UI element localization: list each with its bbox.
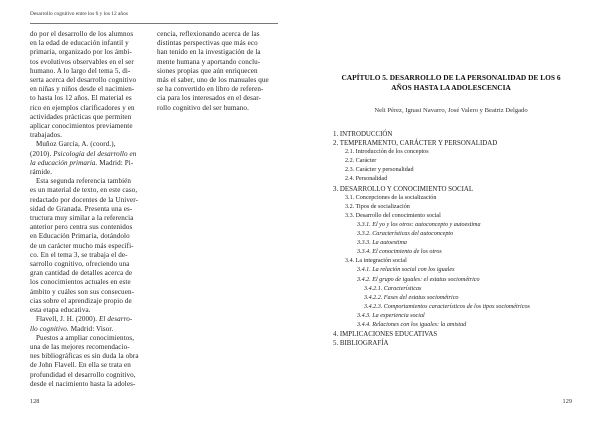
col1-line: Muñoz García, A. (coord.), [36, 140, 116, 149]
toc-entry: 2. TEMPERAMENTO, CARÁCTER Y PERSONALIDAD [333, 140, 498, 148]
col1-line: serta acerca del desarrollo cognitivo [30, 76, 137, 85]
toc-entry: 3.4.4. Relaciones con los iguales: la amistad [357, 321, 467, 328]
col1-line: desde el nacimiento hasta la adoles- [30, 379, 136, 388]
col1-line: Puestos a ampliar conocimientos, [36, 333, 135, 342]
toc-entry: 2.2. Carácter [345, 158, 377, 165]
toc-entry: 3.3.2. Características del autoconcepto [357, 231, 454, 238]
col1-line: rámide. [30, 168, 53, 177]
text-column-1 [30, 30, 154, 389]
col1-line: to hasta los 12 años. El material es [30, 94, 132, 103]
col1-line: nes bibliográficas es sin duda la obra [30, 352, 139, 361]
italic-title: la educación primaria. [30, 158, 98, 167]
col1-line: profundidad el desarrollo cognitivo, [30, 370, 136, 379]
toc-entry: 3.4.2. El grupo de iguales: el estatus sociométrico [357, 276, 480, 283]
toc-entry: 2.4. Personalidad [345, 176, 388, 183]
col1-line: rico en ejemplos clarificadores y en [30, 103, 135, 112]
toc-entry: 3.4.2.3. Comportamientos característicos de los tipos sociométricos [364, 303, 530, 310]
col1-line: trabajados. [30, 131, 63, 140]
col1-line: actividades prácticas que permiten [30, 112, 132, 121]
col2-line: se ha convertido en libro de referen- [157, 85, 264, 94]
toc-entry: 3.2. Tipos de socialización [345, 203, 410, 210]
col2-line: cencia, reflexionando acerca de las [157, 30, 260, 38]
col1-line: (2010). Psicología del desarrollo en [30, 149, 137, 158]
italic-title: El desarro- [99, 315, 133, 324]
chapter-title [320, 73, 582, 93]
col2-line: más el saber, uno de los manuales que [157, 76, 269, 85]
col1-line: redactado por docentes de la Univer- [30, 195, 139, 204]
col1-line: esta etapa educativa. [30, 306, 91, 315]
toc-entry: 4. IMPLICACIONES EDUCATIVAS [333, 331, 438, 339]
toc-entry: 3.3.1. El yo y los otros: autoconcepto y autoestima [357, 221, 481, 228]
col1-line: en Educación Primaria, dotándolo [30, 232, 130, 241]
running-head: Desarrollo cognitivo entre los 6 y los 12 años [30, 11, 128, 17]
toc-entry: 3.4.2.1. Características [364, 285, 422, 292]
chapter-title-line-2: AÑOS HASTA LA ADOLESCENCIA [391, 83, 511, 92]
italic-title: Psicología del desarrollo en [53, 149, 137, 158]
col1-line: Flavell, J. H. (2000). El desarro- [36, 315, 133, 324]
col1-line: tructura muy similar a la referencia [30, 214, 134, 223]
col1-line: anterior pero centra sus contenidos [30, 223, 133, 232]
toc-entry: 3. DESARROLLO Y CONOCIMIENTO SOCIAL [333, 185, 474, 193]
col1-line: co. En el tema 3, se trabaja el de- [30, 250, 128, 259]
header-rule [30, 23, 278, 24]
col1-line: tos evolutivos observables en el ser [30, 57, 134, 66]
col1-line: de un carácter mucho más específi- [30, 241, 134, 250]
toc-entry: 3.4.1. La relación social con los iguales [357, 267, 455, 274]
toc-entry: 2.3. Carácter y personalidad [345, 167, 414, 174]
table-of-contents [333, 130, 583, 348]
col1-line: en la edad de educación infantil y [30, 39, 129, 48]
col1-line: cias sobre el aprendizaje propio de [30, 296, 132, 305]
col1-line: humano. A lo largo del tema 5, di- [30, 66, 131, 75]
toc-entry: 2.1. Introducción de los conceptos [345, 149, 429, 156]
right-page [300, 0, 600, 423]
col1-line: ámbito y cuáles son sus consecuen- [30, 287, 135, 296]
toc-entry: 3.4.2.2. Fases del estatus sociométrico [364, 294, 459, 301]
col2-line: cia para los interesados en el desar- [157, 94, 262, 103]
col2-line: han tenido en la investigación de la [157, 48, 261, 57]
toc-entry: 3.1. Concepciones de la socialización [345, 194, 437, 201]
page-number-left: 128 [30, 398, 40, 405]
col1-line: la educación primaria. Madrid: Pi- [30, 158, 134, 167]
toc-entry: 3.3.4. El conocimiento de los otros [357, 249, 442, 256]
toc-entry: 3.3. Desarrollo del conocimiento social [345, 212, 441, 219]
toc-entry: 3.4.3. La experiencia social [357, 312, 425, 319]
toc-entry: 3.4. La integración social [345, 258, 407, 265]
col1-line: de John Flavell. En ella se trata en [30, 361, 131, 370]
italic-title: llo cognitivo. [30, 324, 69, 333]
page-number-right: 129 [562, 398, 572, 405]
col2-line: rollo cognitivo del ser humano. [157, 103, 249, 112]
col1-line: los conocimientos actuales en este [30, 278, 131, 287]
col2-line: mente humana y aportando conclu- [157, 57, 261, 66]
col1-line: llo cognitivo. Madrid: Visor. [30, 324, 114, 333]
col1-line: Esta segunda referencia también [36, 177, 132, 186]
col1-line: sarrollo cognitivo, ofreciendo una [30, 260, 130, 269]
col1-line: una de las mejores recomendacio- [30, 342, 130, 351]
toc-entry: 1. INTRODUCCIÓN [333, 131, 393, 138]
toc-entry: 5. BIBLIOGRAFÍA [333, 340, 389, 348]
chapter-authors: Neli Pérez, Ignasi Navarro, José Valero y Beatriz Delgado [374, 107, 528, 114]
text-column-2 [157, 30, 277, 113]
col1-line: aplicar conocimientos previamente [30, 122, 133, 131]
col1-line: primaria, organizado por los ámbi- [30, 48, 132, 57]
chapter-title-line-1: CAPÍTULO 5. DESARROLLO DE LA PERSONALIDAD DE LOS 6 [341, 73, 561, 82]
col1-line: do por el desarrollo de los alumnos [30, 30, 134, 38]
col1-line: es un material de texto, en este caso, [30, 186, 138, 195]
col1-line: en niñas y niños desde el nacimien- [30, 85, 135, 94]
col1-line: sidad de Granada. Presenta una es- [30, 204, 133, 213]
col2-line: siones propias que aún enriquecen [157, 66, 258, 75]
col1-line: gran cantidad de detalles acerca de [30, 269, 133, 278]
toc-entry: 3.3.3. La autoestima [357, 240, 407, 247]
col2-line: distintas perspectivas que más eco [157, 39, 258, 48]
